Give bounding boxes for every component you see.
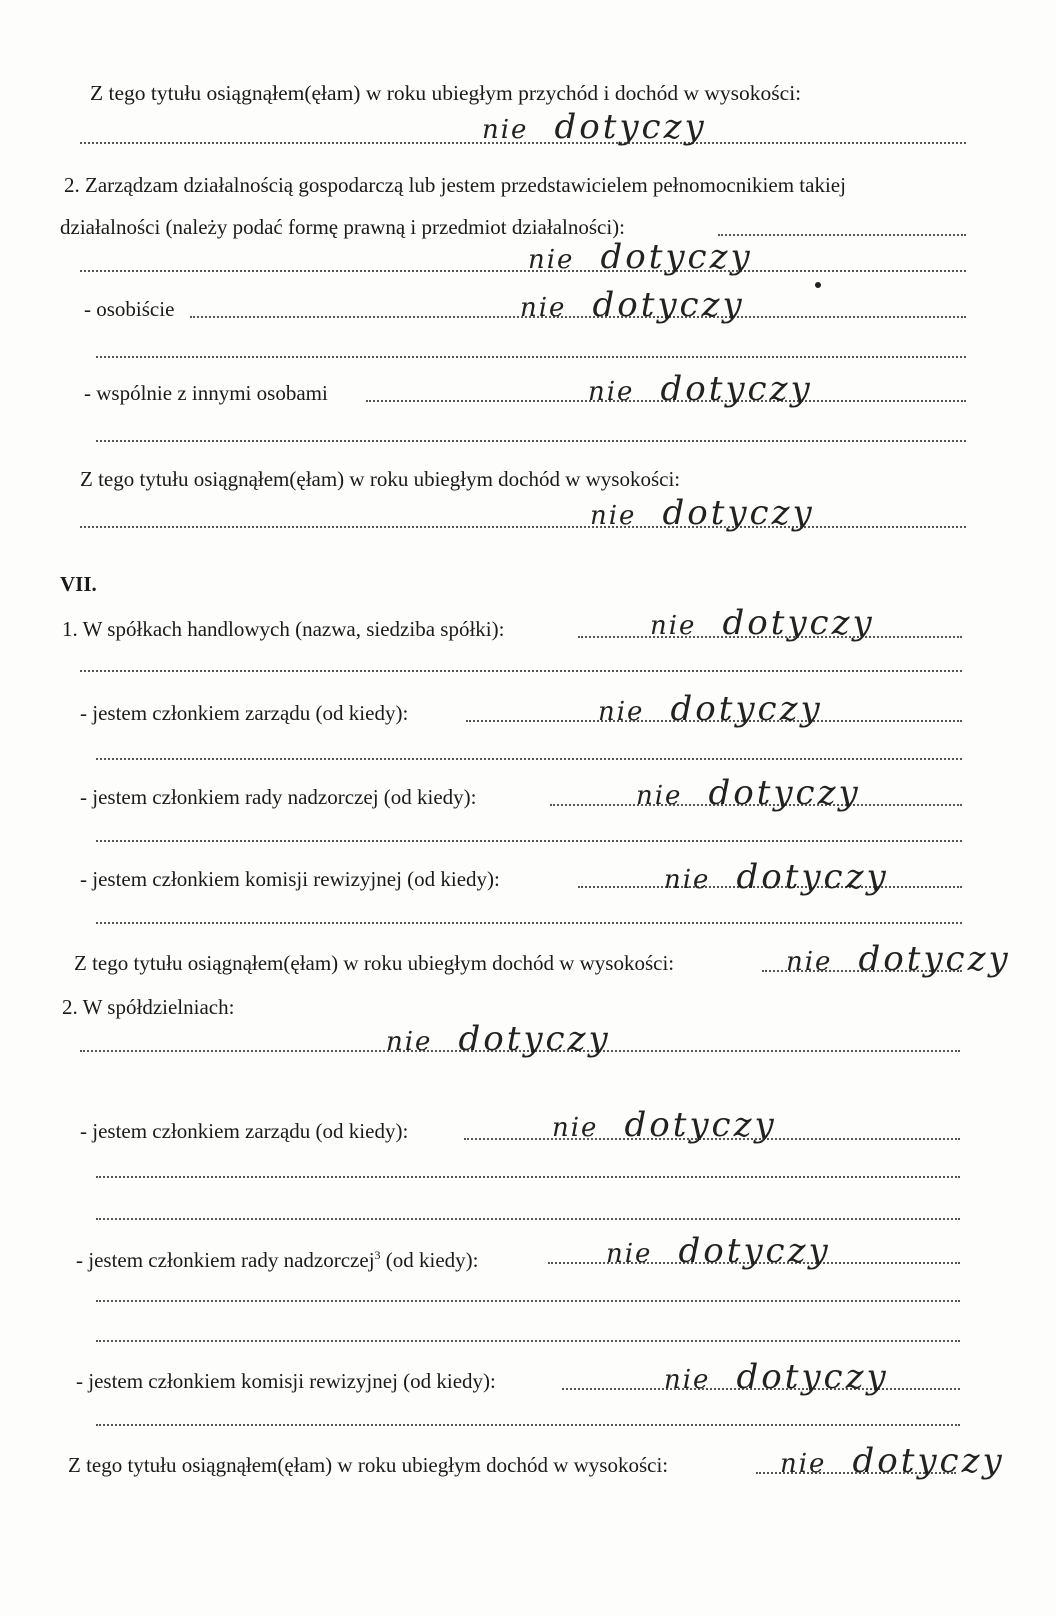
handwritten-answer: nie dotyczy: [552, 1105, 777, 1145]
fill-line: [80, 270, 966, 272]
fill-line: [96, 1300, 960, 1302]
komisja-label: - jestem członkiem komisji rewizyjnej (od kiedy):: [76, 1369, 496, 1393]
ink-speck: [815, 282, 821, 288]
handwritten-answer: nie dotyczy: [606, 1231, 831, 1271]
handwritten-answer: nie dotyczy: [520, 285, 745, 325]
rada-label: - jestem członkiem rady nadzorczej$^3$ (od kiedy):: [76, 1248, 479, 1272]
fill-line: [96, 758, 962, 760]
osobiscie-label: - osobiście: [84, 297, 175, 321]
komisja-label: - jestem członkiem komisji rewizyjnej (od kiedy):: [80, 867, 500, 891]
income-line: Z tego tytułu osiągnąłem(ęłam) w roku ubiegłym przychód i dochód w wysokości:: [90, 81, 802, 105]
handwritten-answer: nie dotyczy: [386, 1019, 611, 1059]
handwritten-answer: nie dotyczy: [786, 939, 1011, 979]
fill-line: [96, 1340, 960, 1342]
rada-label: - jestem członkiem rady nadzorczej (od kiedy):: [80, 785, 477, 809]
fill-line: [96, 840, 962, 842]
fill-line: [96, 440, 966, 442]
handwritten-answer: nie dotyczy: [664, 857, 889, 897]
zarzad-label: - jestem członkiem zarządu (od kiedy):: [80, 1119, 409, 1143]
zarzad-label: - jestem członkiem zarządu (od kiedy):: [80, 701, 409, 725]
fill-line: [80, 526, 966, 528]
handwritten-answer: nie dotyczy: [482, 107, 707, 147]
fill-line: [96, 1424, 960, 1426]
handwritten-answer: nie dotyczy: [780, 1441, 1005, 1481]
handwritten-answer: nie dotyczy: [588, 369, 813, 409]
handwritten-answer: nie dotyczy: [528, 237, 753, 277]
income-line: Z tego tytułu osiągnąłem(ęłam) w roku ubiegłym dochód w wysokości:: [74, 951, 675, 975]
fill-line: [80, 670, 962, 672]
wspolnie-label: - wspólnie z innymi osobami: [84, 381, 328, 405]
income-line: Z tego tytułu osiągnąłem(ęłam) w roku ubiegłym dochód w wysokości:: [80, 467, 681, 491]
handwritten-answer: nie dotyczy: [664, 1357, 889, 1397]
handwritten-answer: nie dotyczy: [598, 689, 823, 729]
fill-line: [96, 922, 962, 924]
fill-line: [96, 1176, 960, 1178]
fill-line: [718, 234, 966, 236]
vii-2-label: 2. W spółdzielniach:: [62, 995, 235, 1019]
handwritten-answer: nie dotyczy: [636, 773, 861, 813]
fill-line: [96, 356, 966, 358]
section-2-intro-cont: działalności (należy podać formę prawną i przedmiot działalności):: [60, 215, 626, 239]
income-line: Z tego tytułu osiągnąłem(ęłam) w roku ubiegłym dochód w wysokości:: [68, 1453, 669, 1477]
section-2-intro: 2. Zarządzam działalnością gospodarczą lub jestem przedstawicielem pełnomocnikiem takiej: [64, 173, 846, 197]
handwritten-answer: nie dotyczy: [650, 603, 875, 643]
section-heading-vii: VII.: [60, 572, 97, 596]
handwritten-answer: nie dotyczy: [590, 493, 815, 533]
vii-1-label: 1. W spółkach handlowych (nazwa, siedziba spółki):: [62, 617, 505, 641]
fill-line: [96, 1218, 960, 1220]
